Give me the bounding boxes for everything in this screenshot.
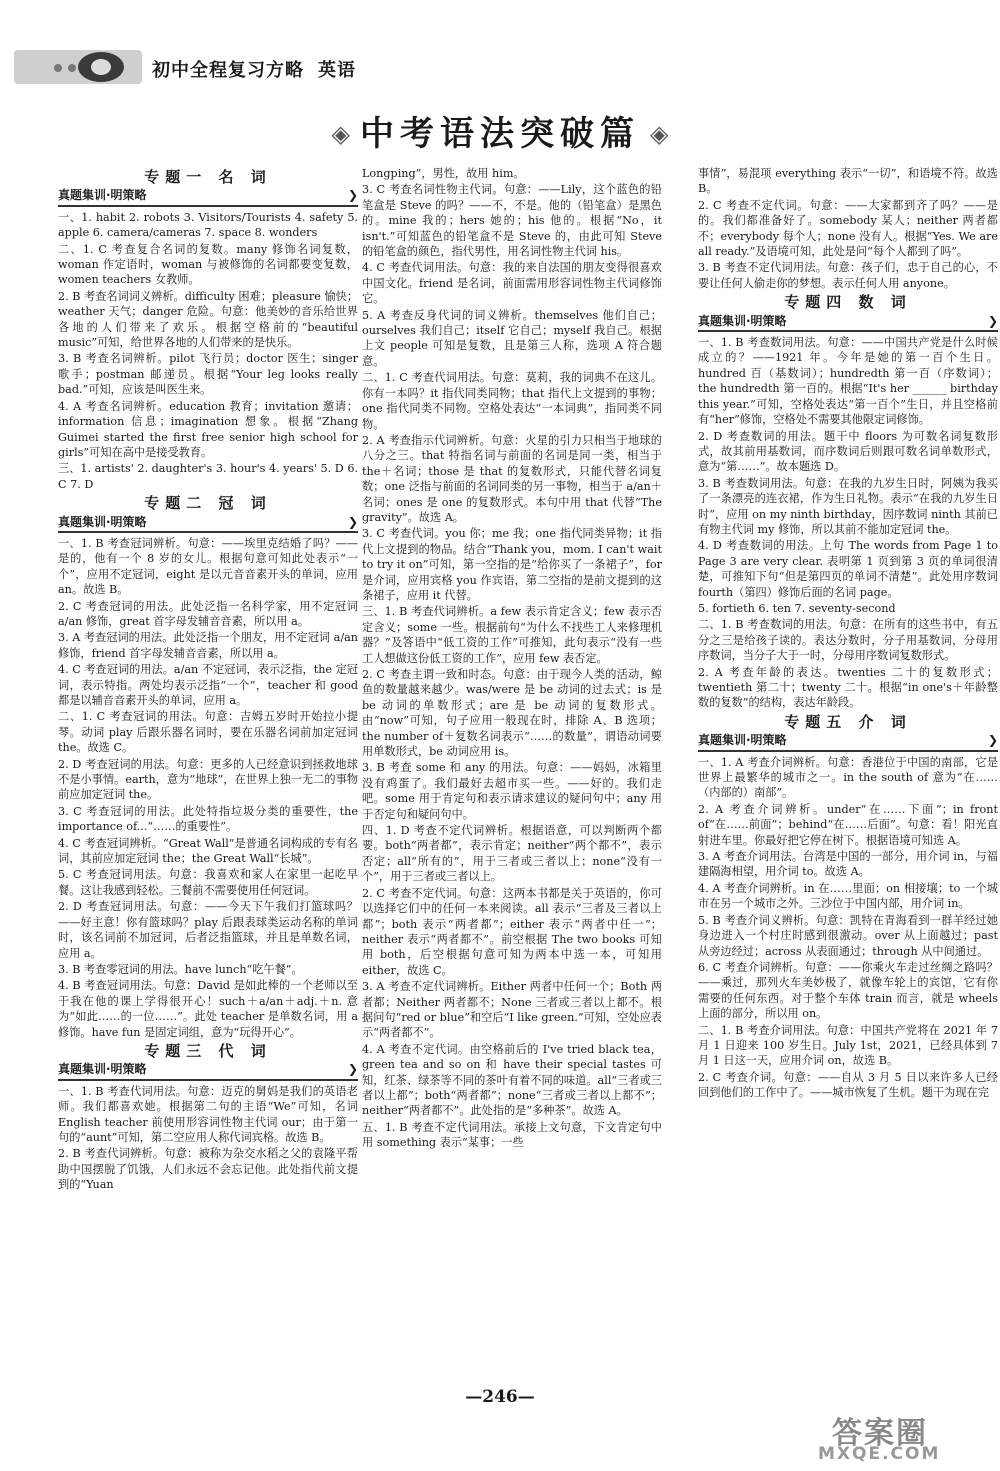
answer-paragraph: 二、1. C 考查复合名词的复数。many 修饰名词复数，woman 作定语时，woman 与被修饰的名词都要变复数，women teachers 女教师。	[58, 242, 358, 287]
book-title	[152, 56, 356, 82]
answer-paragraph: 2. B 考查名词词义辨析。difficulty 困难；pleasure 愉快；weather 天气；danger 危险。句意：他美妙的音乐给世界各地的人们带来了欢乐。根据空格前的“beautiful music”可知，给世界各地的人们带来的是快乐。	[58, 289, 359, 350]
page-number: —246—	[465, 1387, 535, 1407]
subsection-label: 真题集训·明策略	[58, 1062, 147, 1077]
answer-paragraph: 4. A 考查不定代词。由空格前后的 I've tried black tea，green tea and so on 和 have their special tastes 可知，红茶、绿茶等不同的茶叶有着不同的味道。all“三者或三者以上都”；both“两者都”；none“三者或三者以上都不”；neither“两者都不”。此处指的是“多种茶”。故选 A。	[362, 1042, 662, 1118]
logo-dot-icon	[54, 64, 62, 72]
answer-paragraph: 4. D 考查数词的用法。上句 The words from Page 1 to Page 3 are very clear. 表明第 1 页到第 3 页的单词很清楚，可推知下句“但是第四页的单词不清楚”。此处用序数词 fourth（第四）修饰后面的名词 page。	[698, 539, 998, 599]
book-subject: 英语	[318, 60, 356, 81]
chevron-right-icon: ❯	[347, 514, 358, 529]
answer-paragraph: 2. D 考查冠词的用法。句意：更多的人已经意识到拯救地球不是小事情。earth，意为“地球”，在世界上独一无二的事物前应加定冠词 the。	[58, 757, 358, 802]
subsection-bar	[698, 314, 998, 332]
answer-paragraph: 二、1. C 考查代词用法。句意：莫莉，我的词典不在这儿。你有一本吗？it 指代同类同物；that 指代上文提到的事物；one 指代同类不同物。空格处表达“一本词典”，指同类不同物。	[362, 371, 662, 431]
answer-paragraph: 4. A 考查介词辨析。in 在……里面；on 相接壤；to 一个城市在另一个城市之外。三沙位于中国内部，用介词 in。	[698, 881, 998, 911]
watermark-text: 答案圈	[832, 1416, 928, 1451]
subsection-bar	[698, 733, 998, 751]
answer-paragraph: 2. B 考查代词辨析。句意：被称为杂交水稻之父的袁隆平帮助中国摆脱了饥饿，人们永远不会忘记他。此处指代前文提到的“Yuan	[58, 1147, 358, 1192]
answer-paragraph: 3. B 考查 some 和 any 的用法。句意：——妈妈，冰箱里没有鸡蛋了。我们最好去超市买一些。——好的。我们走吧。some 用于肯定句和表示请求建议的疑问句中；any 用于否定句和疑问句中。	[362, 761, 662, 821]
answer-paragraph: 3. B 考查零冠词的用法。have lunch“吃午餐”。	[58, 962, 303, 976]
answer-paragraph: 三、1. B 考查代词辨析。a few 表示肯定含义；few 表示否定含义；some 一些。根据前句“为什么不找些工人来修理机器？”及答语中“低工资的工作”可推知，此句表示“没有一些工人想做这份低工资的工作”，应用 few 表否定。	[362, 605, 662, 665]
section-heading: 专题三 代 词	[144, 1041, 272, 1060]
answer-paragraph: 三、1. artists' 2. daughter's 3. hour's 4. years' 5. D 6. C 7. D	[58, 462, 358, 491]
banner-ornament-left-icon: ◈	[331, 120, 350, 148]
answer-paragraph: 5. B 考查介词义辨析。句意：凯特在青海看到一群羊经过她身边进入一个村庄时感到很激动。over 从上面越过；past 从旁边经过；across 从表面通过；through 从中间通过。	[698, 913, 998, 958]
text-column-1	[58, 166, 358, 1194]
section-heading: 专题四 数 词	[784, 293, 912, 312]
answer-paragraph: 一、1. A 考查介词辨析。句意：香港位于中国的南部，它是世界上最繁华的城市之一。in the south of 意为“在……（内部的）南部”。	[698, 755, 998, 800]
section-banner	[0, 108, 1000, 160]
chevron-right-icon: ❯	[347, 188, 358, 203]
answer-paragraph: 4. C 考查代词用法。句意：我的来自法国的朋友变得很喜欢中国文化。friend 是名词，前面需用形容词性物主代词修饰它。	[362, 261, 662, 306]
watermark-url: MXQE.COM	[818, 1444, 941, 1464]
answer-paragraph: 四、1. D 考查不定代词辨析。根据语意，可以判断两个都要。both“两者都”，表示肯定；neither“两个都不”，表示否定；all“所有的”，用于三者或三者以上；none“没有一个”，用于三者或三者以上。	[362, 824, 662, 884]
subsection-bar	[58, 1062, 358, 1080]
chevron-right-icon: ❯	[987, 313, 998, 328]
text-column-3	[698, 166, 998, 1102]
answer-paragraph: 一、1. B 考查代词用法。句意：迈克的舅妈是我们的英语老师。我们都喜欢她。根据第二句的主语“We”可知，名词 English teacher 前使用形容词性物主代词 our；由于第一句的“aunt”可知，第二空应用人称代词宾格。故选 B。	[58, 1084, 358, 1144]
answer-paragraph: 3. B 考查数词用法。句意：在我的九岁生日时，阿姨为我买了一条漂亮的连衣裙，作为生日礼物。表示“在我的九岁生日时”，应用 on my ninth birthday，因序数词 ninth 其前已有物主代词 my 修饰，所以其前不能加定冠词 the。	[698, 476, 998, 536]
answer-paragraph: 3. A 考查不定代词辨析。Either 两者中任何一个；Both 两者都；Neither 两者都不；None 三者或三者以上都不。根据问句“red or blue”和空后“I like green.”可知，空处应表示“两者都不”。	[362, 980, 662, 1040]
answer-paragraph: 2. A 考查介词辨析。under“在……下面”；in front of“在……前面”；behind“在……后面”。句意：看！阳光直射进车里。你最好把它停在树下。根据语境可知选 A。	[698, 802, 998, 847]
section-heading: 专题五 介 词	[784, 712, 912, 731]
subsection-label: 真题集训·明策略	[698, 313, 787, 328]
subsection-bar	[58, 515, 358, 533]
page-header	[0, 0, 1000, 100]
answer-paragraph: 二、1. C 考查冠词的用法。句意：吉姆五岁时开始拉小提琴。动词 play 后跟乐器名词时，要在乐器名词前加定冠词 the。故选 C。	[58, 710, 358, 755]
answer-paragraph: 4. C 考查冠词的用法。a/an 不定冠词，表示泛指，the 定冠词，表示特指。两处均表示泛指“一个”，teacher 和 good 都是以辅音音素开头的单词，应用 a。	[58, 663, 358, 707]
answer-paragraph: 3. C 考查名词性物主代词。句意：——Lily，这个蓝色的铅笔盒是 Steve 的吗？——不，不是。他的（铅笔盒）是黑色的。mine 我的；hers 她的；his 他的。根据“No，it isn't.”可知蓝色的铅笔盒不是 Steve 的，由此可知 Steve 的铅笔盒的颜色，指代男性，用名词性物主代词 his。	[362, 183, 662, 259]
answer-paragraph: 2. D 考查数词的用法。题干中 floors 为可数名词复数形式，故其前用基数词，而序数词后则跟可数名词单数形式，意为“第……”。故本题选 D。	[698, 429, 998, 474]
answer-paragraph: 2. C 考查主谓一致和时态。句意：由于现今人类的活动，鲸鱼的数量越来越少。was/were 是 be 动词的过去式；is 是 be 动词的单数形式；are 是 be 动词的复数形式。由“now”可知，句子应用一般现在时，排除 A、B 选项；the number of＋复数名词表示“……的数量”，谓语动词要用单数形式，be 动词应用 is。	[362, 668, 662, 759]
subsection-label: 真题集训·明策略	[58, 188, 147, 203]
answer-paragraph: 一、1. B 考查冠词辨析。句意：——埃里克结婚了吗？——是的，他有一个 8 岁的女儿。根据句意可知此处表示“一个”，应用不定冠词，eight 是以元音音素开头的单词，应用 an。故选 B。	[58, 536, 358, 597]
answer-paragraph: 2. C 考查介词。句意：——自从 3 月 5 日以来许多人已经回到他们的工作中了。——城市恢复了生机。题干为现在完	[698, 1070, 998, 1100]
answer-paragraph: 3. C 考查冠词的用法。此处特指垃圾分类的重要性，the importance of...“……的重要性”。	[58, 804, 358, 834]
answer-paragraph: 3. B 考查不定代词用法。句意：孩子们，忠于自己的心，不要让任何人偷走你的梦想。表示任何人用 anyone。	[698, 261, 998, 290]
answer-paragraph: 2. C 考查不定代词。句意：这两本书都是关于英语的，你可以选择它们中的任何一本来阅读。all 表示“三者及三者以上都”；both 表示“两者都”；either 表示“两者中任一”；neither 表示“两者都不”。前空根据 The two books 可知用 both，后空根据句意可知为两本中选一本，可知用 either，故选 C。	[362, 886, 662, 977]
banner-title: 中考语法突破篇	[360, 114, 640, 154]
answer-paragraph: 2. C 考查冠词的用法。此处泛指一名科学家，用不定冠词 a/an 修饰，great 首字母发辅音音素，所以用 a。	[58, 599, 358, 628]
answer-paragraph: 3. A 考查冠词的用法。此处泛指一个朋友，用不定冠词 a/an 修饰，friend 首字母发辅音音素，所以用 a。	[58, 631, 358, 660]
answer-paragraph: 2. A 考查年龄的表达。twenties 二十的复数形式；twentieth 第二十；twenty 二十。根据“in one's＋年龄整数的复数”的结构，表达年龄段。	[698, 665, 998, 710]
book-title-text: 初中全程复习方略	[152, 60, 304, 81]
answer-paragraph: Longping”，男性，故用 him。	[362, 167, 525, 180]
section-heading: 专题二 冠 词	[144, 494, 272, 513]
answer-paragraph: 二、1. B 考查介词用法。句意：中国共产党将在 2021 年 7 月 1 日迎来 100 岁生日。July 1st，2021，已经具体到 7 月 1 日这一天，应用介词 on，故选 B。	[698, 1023, 998, 1068]
answer-paragraph: 5. A 考查反身代词的词义辨析。themselves 他们自己；ourselves 我们自己；itself 它自己；myself 我自己。根据上文 people 可知是复数，且是第三人称，选项 A 符合题意。	[362, 308, 662, 368]
answer-paragraph: 事情”，易混项 everything 表示“一切”，和语境不符。故选 B。	[698, 167, 998, 196]
answer-paragraph: 5. fortieth 6. ten 7. seventy-second	[698, 601, 896, 615]
text-column-2	[362, 166, 662, 1152]
chevron-right-icon: ❯	[987, 733, 998, 748]
answer-paragraph: 4. C 考查冠词辨析。“Great Wall”是普通名词构成的专有名词，其前应加定冠词 the；the Great Wall“长城”。	[58, 836, 358, 866]
answer-paragraph: 2. D 考查冠词用法。句意：——今天下午我们打篮球吗？——好主意！你有篮球吗？play 后跟表球类运动名称的单词时，该名词前不加冠词，后者泛指篮球，并且是单数名词，应用 a。	[58, 900, 358, 960]
answer-paragraph: 2. C 考查不定代词。句意：——大家都到齐了吗？——是的。我们都准备好了。somebody 某人；neither 两者都不；everybody 每个人；none 没有人。根据“Yes. We are all ready.”及语境可知，此处是问“每个人都到了吗”。	[698, 198, 998, 259]
eye-logo-icon	[78, 52, 124, 82]
subsection-label: 真题集训·明策略	[698, 733, 787, 748]
subsection-label: 真题集训·明策略	[58, 514, 147, 529]
chevron-right-icon: ❯	[347, 1062, 358, 1077]
answer-paragraph: 2. A 考查指示代词辨析。句意：火星的引力只相当于地球的八分之三。that 特指名词与前面的名词是同一类，相当于 the＋名词；those 是 that 的复数形式，只能代替名词复数；one 泛指与前面的名词同类的另一事物，相当于 a/an＋名词；ones 是 one 的复数形式。本句中用 that 代替“The gravity”。故选 A。	[362, 433, 662, 524]
answer-paragraph: 3. A 考查介词用法。台湾是中国的一部分，用介词 in，与福建隔海相望，用介词 to。故选 A。	[698, 850, 998, 879]
answer-paragraph: 5. C 考查冠词用法。句意：我喜欢和家人在家里一起吃早餐。这让我感到轻松。三餐前不需要使用任何冠词。	[58, 868, 358, 897]
answer-paragraph: 6. C 考查介词辨析。句意：——你乘火车走过丝绸之路吗？——乘过，那列火车美妙极了，就像车轮上的宾馆，它有你需要的任何东西。对于整个车体 train 而言，就是 wheels 上面的部分，所以用 on。	[698, 960, 998, 1021]
answer-paragraph: 一、1. habit 2. robots 3. Visitors/Tourists 4. safety 5. apple 6. camera/cameras 7. space 8. wonders	[58, 210, 358, 240]
subsection-bar	[58, 188, 358, 206]
answer-paragraph: 二、1. B 考查数词的用法。句意：在所有的这些书中，有五分之三是给孩子读的。表达分数时，分子用基数词，分母用序数词，当分子大于一时，分母用序数词复数形式。	[698, 618, 998, 663]
logo-dot-icon	[68, 64, 76, 72]
answer-paragraph: 五、1. B 考查不定代词用法。承接上文句意，下文肯定句中用 something 表示“某事；一些	[362, 1120, 662, 1150]
section-heading: 专题一 名 词	[144, 168, 272, 186]
banner-ornament-right-icon: ◈	[650, 120, 669, 148]
answer-paragraph: 4. B 考查冠词用法。句意：David 是如此棒的一个老师以至于我在他的课上学得很开心！such＋a/an＋adj.＋n. 意为“如此……的一位……”。此处 teacher 是单数名词，用 a 修饰。have fun 是固定词组，意为“玩得开心”。	[58, 979, 358, 1039]
answer-paragraph: 4. A 考查名词辨析。education 教育；invitation 邀请；information 信息；imagination 想象。根据“Zhang Guimei started the first free senior high school for girls”可知在高中是接受教育。	[58, 399, 358, 459]
answer-paragraph: 3. C 考查代词。you 你；me 我；one 指代同类异物；it 指代上文提到的物品。结合“Thank you，mom. I can't wait to try it on”可知，第一空指的是“给你买了一条裙子”，for 是介词，应用宾格 you 作宾语，第二空指的是前文提到的这条裙子，应用 it 代替。	[362, 527, 662, 602]
answer-paragraph: 一、1. B 考查数词用法。句意：——中国共产党是什么时候成立的？——1921 年。今年是她的第一百个生日。hundred 百（基数词）；hundredth 第一百（序数词）；the hundredth 第一百的。根据“It's her ______ birthday this year.”可知，空格处表达“第一百个”生日，并且空格前有“her”修饰，空格处不需要其他限定词修饰。	[698, 336, 998, 427]
answer-paragraph: 3. B 考查名词辨析。pilot 飞行员；doctor 医生；singer 歌手；postman 邮递员。根据“Your leg looks really bad.”可知，应该是叫医生来。	[58, 352, 358, 397]
